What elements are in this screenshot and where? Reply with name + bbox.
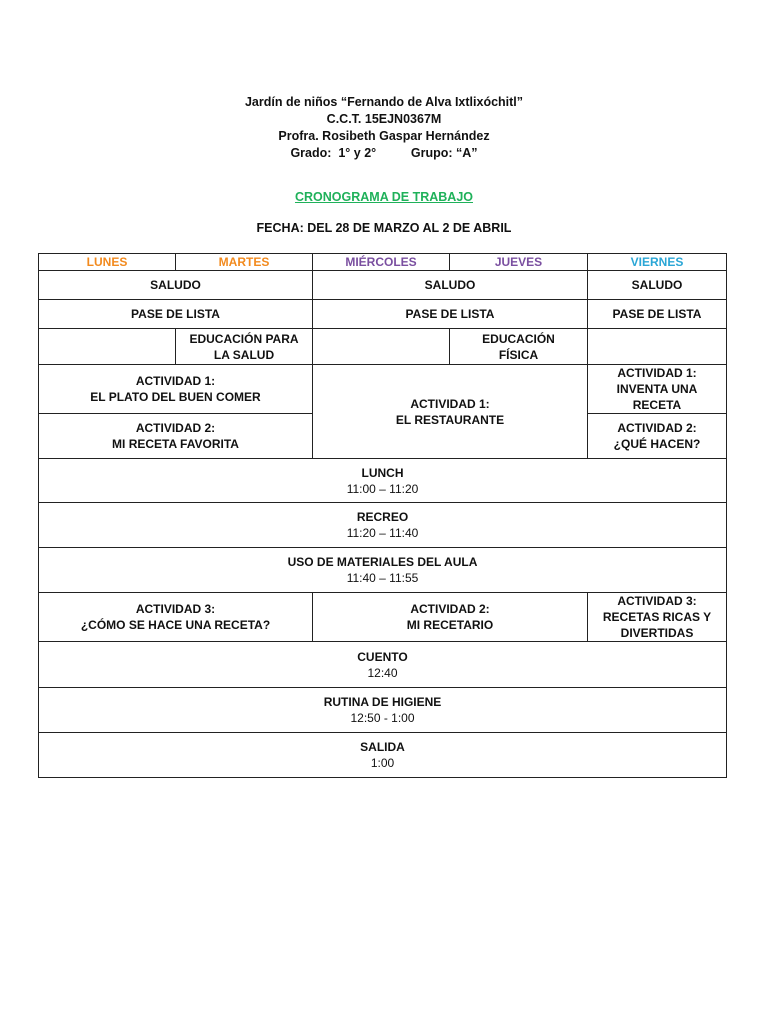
saludo-miejue: SALUDO	[313, 271, 588, 300]
activity-label: ACTIVIDAD 2:	[135, 421, 216, 435]
saludo-lunmar: SALUDO	[39, 271, 313, 300]
activity-label: ACTIVIDAD 3:	[617, 594, 697, 608]
materiales-time: 11:40 – 11:55	[346, 571, 419, 585]
pase-lista-vie: PASE DE LISTA	[588, 300, 727, 329]
day-martes: MARTES	[176, 254, 313, 271]
activity-label: ACTIVIDAD 2:	[410, 602, 490, 616]
activity-label: ACTIVIDAD 3:	[135, 602, 216, 616]
lunch-cell	[39, 459, 727, 503]
lunmar-actividad-3	[39, 593, 313, 642]
cuento-label: CUENTO	[357, 649, 408, 664]
activity-label: ACTIVIDAD 1:	[617, 366, 697, 380]
educacion-row	[39, 329, 727, 365]
date-range: FECHA: DEL 28 DE MARZO AL 2 DE ABRIL	[256, 221, 512, 235]
pase-lista-row	[39, 300, 727, 329]
lunch-row	[39, 459, 727, 503]
recreo-row	[39, 503, 727, 548]
activity-title-line1: INVENTA UNA	[616, 382, 698, 396]
cuento-time: 12:40	[367, 665, 398, 680]
higiene-cell	[39, 688, 727, 733]
document-header	[0, 94, 768, 162]
actividad-1-row	[39, 365, 727, 414]
educacion-salud-line2: LA SALUD	[213, 347, 275, 362]
empty-cell-miercoles	[313, 329, 450, 365]
activity-title: MI RECETA FAVORITA	[112, 437, 239, 451]
educacion-fisica-line2: FÍSICA	[498, 347, 539, 362]
activity-title: MI RECETARIO	[406, 618, 494, 632]
recreo-time: 11:20 – 11:40	[346, 526, 419, 540]
activity-title-line2: RECETA	[632, 398, 682, 412]
activity-label: ACTIVIDAD 2:	[617, 421, 697, 435]
empty-cell-lunes	[39, 329, 176, 365]
materiales-label: USO DE MATERIALES DEL AULA	[287, 555, 478, 569]
lunch-time: 11:00 – 11:20	[346, 481, 419, 496]
salida-label: SALIDA	[360, 740, 405, 754]
teacher-name: Profra. Rosibeth Gaspar Hernández	[278, 129, 490, 143]
salida-row	[39, 733, 727, 778]
cct-code: C.C.T. 15EJN0367M	[326, 112, 442, 126]
day-lunes: LUNES	[39, 254, 176, 271]
higiene-label: RUTINA DE HIGIENE	[323, 695, 442, 709]
saludo-vie: SALUDO	[588, 271, 727, 300]
salida-cell	[39, 733, 727, 778]
educacion-fisica	[450, 329, 588, 365]
day-miercoles: MIÉRCOLES	[313, 254, 450, 271]
activity-label: ACTIVIDAD 1:	[135, 374, 216, 388]
empty-cell-viernes	[588, 329, 727, 365]
higiene-row	[39, 688, 727, 733]
pase-lista-lunmar: PASE DE LISTA	[39, 300, 313, 329]
miejue-actividad-2	[313, 593, 588, 642]
lunmar-actividad-1	[39, 365, 313, 414]
higiene-time: 12:50 - 1:00	[350, 711, 415, 725]
day-viernes: VIERNES	[588, 254, 727, 271]
materiales-row	[39, 548, 727, 593]
actividad-3-row	[39, 593, 727, 642]
schedule-table	[38, 253, 727, 778]
recreo-cell	[39, 503, 727, 548]
miejue-actividad-1	[313, 365, 588, 459]
grade-group: Grado: 1° y 2° Grupo: “A”	[290, 146, 478, 160]
day-jueves: JUEVES	[450, 254, 588, 271]
document-title: CRONOGRAMA DE TRABAJO	[294, 190, 473, 204]
activity-title-line1: RECETAS RICAS Y	[602, 610, 712, 624]
educacion-fisica-line1: EDUCACIÓN	[482, 331, 555, 346]
lunch-label: LUNCH	[361, 465, 404, 480]
educacion-salud	[176, 329, 313, 365]
school-name: Jardín de niños “Fernando de Alva Ixtlixóchitl”	[244, 95, 524, 109]
educacion-salud-line1: EDUCACIÓN PARA	[189, 331, 299, 346]
activity-label: ACTIVIDAD 1:	[410, 396, 490, 411]
activity-title: EL PLATO DEL BUEN COMER	[90, 390, 261, 404]
pase-lista-miejue: PASE DE LISTA	[313, 300, 588, 329]
lunmar-actividad-2	[39, 414, 313, 459]
activity-title: EL RESTAURANTE	[395, 412, 505, 427]
vie-actividad-1	[588, 365, 727, 414]
salida-time: 1:00	[370, 756, 395, 770]
materiales-cell	[39, 548, 727, 593]
days-row	[39, 254, 727, 271]
vie-actividad-2	[588, 414, 727, 459]
recreo-label: RECREO	[356, 510, 409, 524]
vie-actividad-3	[588, 593, 727, 642]
activity-title-line2: DIVERTIDAS	[620, 626, 694, 640]
cuento-cell	[39, 642, 727, 688]
activity-title: ¿CÓMO SE HACE UNA RECETA?	[80, 618, 271, 632]
cuento-row	[39, 642, 727, 688]
saludo-row	[39, 271, 727, 300]
activity-title: ¿QUÉ HACEN?	[613, 437, 701, 451]
